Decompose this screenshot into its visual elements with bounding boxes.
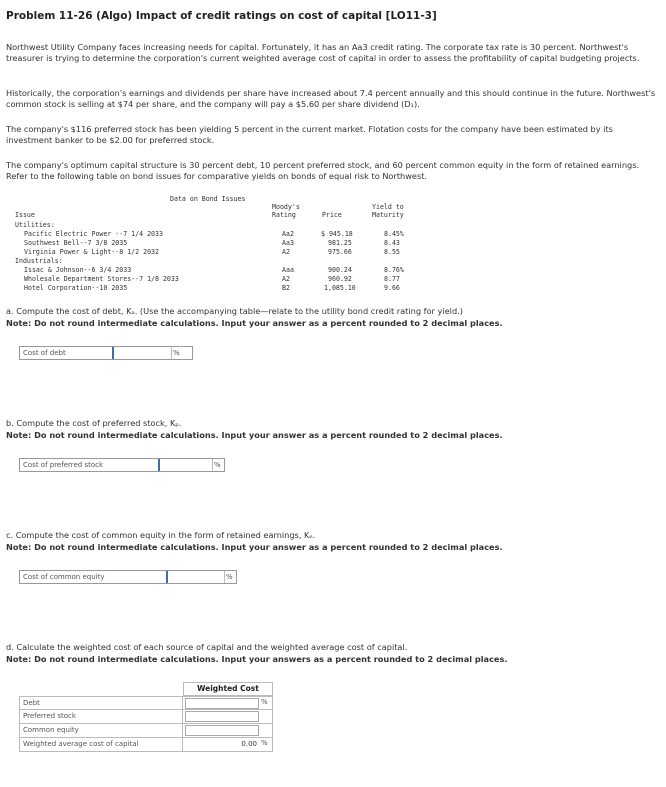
table-row-price: 960.92 — [328, 275, 352, 283]
col-header-yield-bottom: Maturity — [372, 211, 404, 219]
table-row-issue: Pacific Electric Power --7 1/4 2033 — [24, 230, 163, 238]
question-a-text: a. Compute the cost of debt, Kₐ. (Use the accompanying table—relate to the utility bond credit rating for yield.) — [6, 306, 463, 316]
table-row — [19, 696, 271, 710]
table-row-rating: Aaa — [282, 266, 294, 274]
weighted-cost-header: Weighted Cost — [183, 682, 273, 696]
table-row-yield: 9.66 — [384, 284, 400, 292]
table-row-rating: Aa3 — [282, 239, 294, 247]
percent-unit: % — [261, 698, 268, 706]
table-row-price: 900.24 — [328, 266, 352, 274]
weighted-cost-table — [19, 696, 273, 756]
cost-of-debt-answer — [19, 346, 193, 360]
percent-unit: % — [212, 459, 224, 471]
cost-of-preferred-label: Cost of preferred stock — [23, 461, 104, 469]
cost-of-debt-input[interactable] — [112, 347, 170, 359]
bond-table-caption: Data on Bond Issues — [170, 195, 246, 203]
wacc-value: 0.00 — [241, 740, 257, 748]
common-weighted-input[interactable] — [185, 725, 259, 736]
col-header-price: Price — [322, 211, 342, 219]
cost-of-common-answer — [19, 570, 237, 584]
paragraph-growth: Historically, the corporation's earnings and dividends per share have increased about 7.4 percent annually and this should continue in the future. Northwest's common stock is selling at $74 per share, and the company will pay a $5.60 per share dividend (D₁). — [6, 88, 656, 109]
paragraph-preferred: The company's $116 preferred stock has been yielding 5 percent in the current market. Flotation costs for the company have been estimated by its investment banker to be $2.00 for preferred stock. — [6, 124, 613, 145]
percent-unit: % — [261, 739, 268, 747]
row-cell — [183, 724, 273, 738]
table-row-yield: 8.45% — [384, 230, 404, 238]
group-label-industrials: Industrials: — [15, 257, 63, 265]
question-b-note: Note: Do not round intermediate calculations. Input your answer as a percent rounded to 2 decimal places. — [6, 430, 503, 440]
row-cell — [183, 710, 273, 724]
row-cell — [183, 738, 273, 752]
cost-of-preferred-input[interactable] — [158, 459, 210, 471]
table-row-rating: A2 — [282, 275, 290, 283]
table-row-yield: 8.76% — [384, 266, 404, 274]
row-label-debt: Debt — [19, 696, 183, 710]
percent-unit: % — [171, 347, 183, 359]
cost-of-common-input[interactable] — [166, 571, 222, 583]
paragraph-intro: Northwest Utility Company faces increasing needs for capital. Fortunately, it has an Aa3 credit rating. The corporate tax rate is 30 percent. Northwest's treasurer is trying to determine the corporation's current weighted average cost of capital in order to assess the profitability of capital budgeting projects. — [6, 42, 640, 63]
row-label-wacc: Weighted average cost of capital — [19, 738, 183, 752]
page-title: Problem 11-26 (Algo) Impact of credit ratings on cost of capital [LO11-3] — [6, 10, 437, 22]
table-row-price: $ 945.18 — [321, 230, 353, 238]
question-c-note: Note: Do not round intermediate calculations. Input your answer as a percent rounded to 2 decimal places. — [6, 542, 503, 552]
cost-of-common-label: Cost of common equity — [23, 573, 105, 581]
col-header-rating-top: Moody's — [272, 203, 300, 211]
table-row-rating: A2 — [282, 248, 290, 256]
question-d-text: d. Calculate the weighted cost of each source of capital and the weighted average cost of capital. — [6, 642, 408, 652]
table-row-price: 975.66 — [328, 248, 352, 256]
row-label-preferred: Preferred stock — [19, 710, 183, 724]
table-row-issue: Wholesale Department Stores--7 1/8 2033 — [24, 275, 179, 283]
group-label-utilities: Utilities: — [15, 221, 55, 229]
col-header-rating-bottom: Rating — [272, 211, 296, 219]
cost-of-debt-label: Cost of debt — [23, 349, 66, 357]
table-row-rating: Aa2 — [282, 230, 294, 238]
table-row-yield: 8.77 — [384, 275, 400, 283]
table-row-yield: 8.43 — [384, 239, 400, 247]
table-row-issue: Southwest Bell--7 3/8 2035 — [24, 239, 128, 247]
debt-weighted-input[interactable] — [185, 698, 259, 709]
question-c-text: c. Compute the cost of common equity in the form of retained earnings, Kₑ. — [6, 530, 316, 540]
table-row-price: 1,085.10 — [324, 284, 356, 292]
percent-unit: % — [224, 571, 236, 583]
row-cell — [183, 696, 273, 710]
table-row-rating: B2 — [282, 284, 290, 292]
table-row-issue: Issac & Johnson--6 3/4 2033 — [24, 266, 132, 274]
cost-of-preferred-answer — [19, 458, 225, 472]
question-a-note: Note: Do not round intermediate calculations. Input your answer as a percent rounded to 2 decimal places. — [6, 318, 503, 328]
table-row-issue: Hotel Corporation--10 2035 — [24, 284, 128, 292]
question-b-text: b. Compute the cost of preferred stock, Kₚ. — [6, 418, 182, 428]
table-row — [19, 738, 271, 752]
col-header-yield-top: Yield to — [372, 203, 404, 211]
col-header-issue: Issue — [15, 211, 35, 219]
table-row-issue: Virginia Power & Light--8 1/2 2032 — [24, 248, 159, 256]
preferred-weighted-input[interactable] — [185, 711, 259, 722]
paragraph-structure: The company's optimum capital structure is 30 percent debt, 10 percent preferred stock, and 60 percent common equity in the form of retained earnings. Refer to the following table on bond issues for comparative yields on bonds of equal risk to Northwest. — [6, 160, 640, 181]
table-row — [19, 724, 271, 738]
table-row — [19, 710, 271, 724]
question-d-note: Note: Do not round intermediate calculations. Input your answers as a percent rounded to 2 decimal places. — [6, 654, 508, 664]
table-row-yield: 8.55 — [384, 248, 400, 256]
table-row-price: 981.25 — [328, 239, 352, 247]
row-label-common: Common equity — [19, 724, 183, 738]
